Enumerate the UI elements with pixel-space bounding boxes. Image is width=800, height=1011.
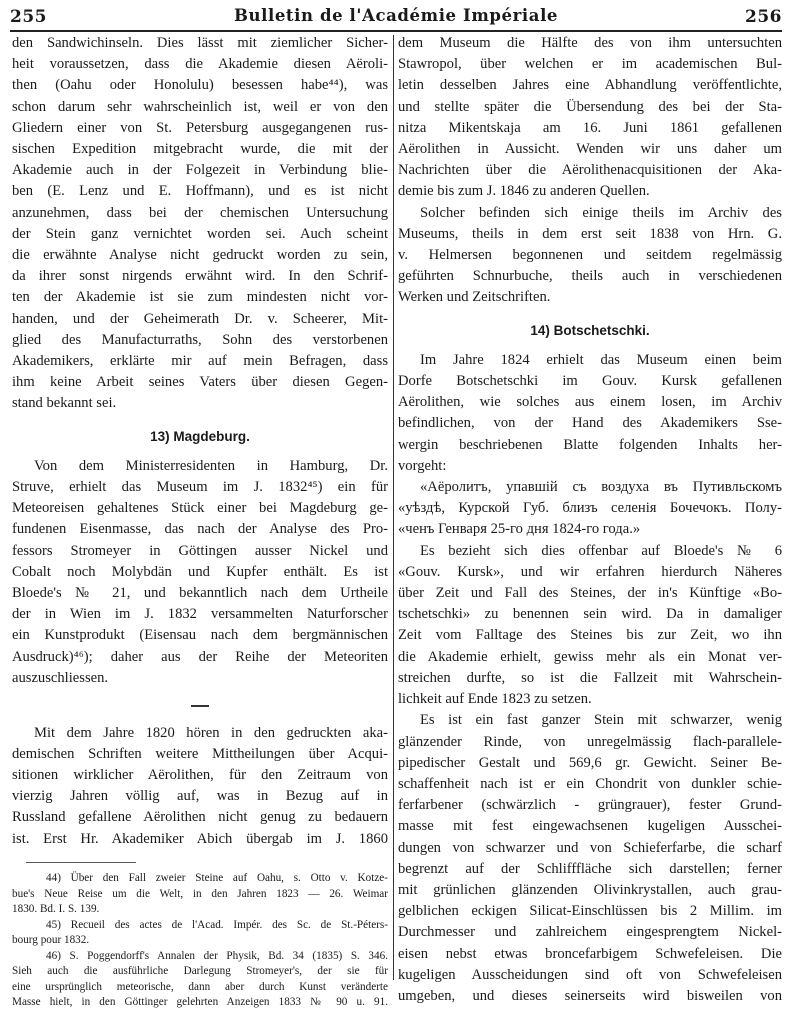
text-line: Es bezieht sich dies offenbar auf Bloede's № 6 [420,542,782,559]
right-column [398,33,782,1007]
text-line: begrenzt auf der Schlifffläche sich darstellen; ferner [398,860,782,877]
text-line: Mit dem Jahre 1820 hören in den gedruckten aka- [34,724,388,741]
text-line: Cobalt noch Molybdän und Kupfer enthält. Es ist [12,563,388,580]
text-line: eisen nebst etwas broncefarbigem Schwefeleisen. Die [398,945,782,962]
text-line: Russland gefallene Aërolithen nicht genug zu bedauern [12,809,388,826]
text-line: demie bis zum J. 1846 zu anderen Quellen. [398,183,650,200]
text-line: und stellte später die Übersendung des bei der Sta- [398,98,782,115]
text-line: heit voraussetzen, dass die Akademie diesen Aërolі- [12,56,388,73]
section-heading-magdeburg: 13) Magdeburg. [150,428,250,444]
text-line: pipedischer Gestalt und 569,6 gr. Gewicht. Seiner Be- [398,754,782,771]
text-line: Aërolithen in Aussicht. Wenden wir uns daher um [398,141,782,158]
page-number-right: 256 [745,7,782,27]
paragraph-sandwich-islands [12,33,388,415]
text-line: Gliedern einer von St. Petersburg ausgegangenen rus- [12,119,388,136]
text-line: die erwähnte Analyse nicht gedruckt worden zu sein, [12,247,388,264]
paragraph-abich-stawropol [398,33,782,203]
text-line: bourg pour 1832. [12,934,90,947]
footnote-rule [26,862,136,864]
text-line: mit grünlichen glänzenden Olivinkrystallen, auch grau- [398,881,782,898]
text-line: ihm keine Arbeit seines Vaters über diesen Gegen- [12,374,388,391]
text-line: Werken und Zeitschriften. [398,289,551,306]
footnote-46 [12,949,388,1011]
text-line: auszuschliessen. [12,669,109,686]
running-header [10,0,782,32]
text-line: fessors Stromeyer in Göttingen ausser Nickel und [12,542,388,559]
paragraph-magdeburg [12,456,388,689]
text-line: «Аёролитъ, упавшій съ воздуха въ Путивльскомъ [420,479,782,496]
text-line: stand bekannt sei. [12,395,117,412]
text-line: glänzender Rinde, von unregelmässig flach-parallele- [398,733,782,750]
text-line: letin desselben Jahres eine Abhandlung veröffentlichte, [398,77,782,94]
text-line: Museums, theils in dem erst seit 1838 von Hrn. G. [398,225,782,242]
text-line: lichkeit auf Ende 1823 zu setzen. [398,691,592,708]
text-line: glied des Manufacturraths, Sohn des verstorbenen [12,331,388,348]
text-line: ein Kunstprodukt (Eisensau nach dem bergmännischen [12,627,388,644]
text-line: 45) Recueil des actes de l'Acad. Impér. des Sc. de St.-Péters- [46,918,388,931]
russian-quote [398,477,782,541]
text-line: ist. Erst Hr. Akademiker Abich übergab im J. 1860 [12,830,388,847]
text-line: Masse hielt, in den Göttinger gelehrten Anzeigen 1833 № 90 u. 91. [12,996,388,1009]
paragraph-1820 [12,723,388,850]
text-line: dungen von schwarzer und von Schieferfarbe, die scharf [398,839,782,856]
text-line: bue's Neue Reise um die Welt, in den Jahren 1823 — 26. Weimar [12,887,388,900]
text-line: Nachrichten über die Aërolithenacquisitionen der Aka- [398,162,782,179]
text-line: then (Oahu oder Honolulu) besessen habe⁴⁴), was [12,77,388,94]
text-line: «уѣздѣ, Курской Губ. близъ селенія Бочечокъ. Полу- [398,500,782,517]
text-line: da ihrer sonst nirgends erwähnt wird. In den Schrif- [12,268,388,285]
text-line: Stawropol, über welchen er im academischen Bul- [398,56,782,73]
text-line: schaffenheit nach ist er ein Chondrit von dunkler schie- [398,775,782,792]
text-line: v. Helmersen begonnenen und seitdem regelmässig [398,247,782,264]
paragraph-bloede-6 [398,541,782,711]
text-line: Sieh auch die ausführliche Darlegung Stromeyer's, der sie für [12,965,388,978]
text-line: tschetschki» zu benennen sein wird. Da in damaliger [398,606,782,623]
text-line: anzunehmen, dass bei der chemischen Untersuchung [12,204,388,221]
text-line: schon darum sehr wahrscheinlich ist, weil er von den [12,98,388,115]
text-line: Es ist ein fast ganzer Stein mit schwarzer, wenig [420,712,782,729]
text-line: sischen Expedition mitgebracht wurde, die mit der [12,141,388,158]
text-line: 1830. Bd. I. S. 139. [12,903,100,916]
text-line: ten der Akademie ist sie zum mindesten nicht vor- [12,289,388,306]
text-line: Meteoreisen gehaltenes Stück einer bei Magdeburg ge- [12,500,388,517]
paragraph-archive-sources [398,203,782,309]
text-line: ferfarbener (schwärzlich - grüngrauer), fester Grund- [398,797,782,814]
text-line: Struve, erhielt das Museum im J. 1832⁴⁵) ein für [12,479,388,496]
text-line: dem Museum die Hälfte des von ihm untersuchten [398,35,782,51]
text-line: «Gouv. Kursk», und wir erfahren hierdurch Näheres [398,563,782,580]
column-divider [393,35,394,980]
text-line: umgeben, und dieses seinerseits wird bisweilen von [398,987,782,1004]
text-line: vorgeht: [398,457,447,474]
text-line: demischen Schriften weitere Mittheilungen über Acqui- [12,745,388,762]
text-line: Ausdruck)⁴⁶); daher aus der Reihe der Meteoriten [12,648,388,665]
section-heading-botschetschki: 14) Botschetschki. [530,322,650,338]
text-line: ben (E. Lenz und E. Hoffmann), und es ist nicht [12,183,388,200]
text-line: Aërolithen, wie solches aus einem losen, im Archiv [398,394,782,411]
text-line: wergin beschriebenen Blatte folgenden Inhalts her- [398,436,782,453]
text-line: 46) S. Poggendorff's Annalen der Physik, Bd. 34 (1835) S. 346. [46,949,388,962]
text-line: 44) Über den Fall zweier Steine auf Oahu, s. Otto v. Kotze- [46,872,388,885]
left-column [12,33,388,1011]
text-line: befindlichen, von der Hand des Akademikers Sse- [398,415,782,432]
text-line: eine ursprünglich meteorische, dann aber durch Kunst veränderte [12,980,388,993]
text-line: geführten Schnurbuche, theils auch in verschiedenen [398,268,782,285]
text-line: über Zeit und Fall des Steines, der in's Künftige «Bo- [398,585,782,602]
text-line: Im Jahre 1824 erhielt das Museum einen beim [420,351,782,368]
text-line: Solcher befinden sich einige theils im Archiv des [420,204,782,221]
text-line: Bloede's № 21, und bekanntlich nach dem Urtheile [12,585,388,602]
page-number-left: 255 [10,7,47,27]
text-line: Von dem Ministerresidenten in Hamburg, Dr. [34,457,388,474]
text-line: fundenen Eisenmasse, das nach der Analyse des Pro- [12,521,388,538]
text-line: gelblichen eckigen Silicat-Einschlüssen bis 2 Millim. im [398,903,782,920]
text-line: der in Wien im J. 1832 versammelten Naturforscher [12,606,388,623]
text-line: die Akademie erhielt, gewiss mehr als ein Monat ver- [398,648,782,665]
text-line: kugeligen Ausscheidungen sind oft von Schwefeleisen [398,966,782,983]
paragraph-botschetschki-1824 [398,350,782,477]
text-line: den Sandwichinseln. Dies lässt mit ziemlicher Sicher- [12,35,388,51]
text-line: nitza Mikentskaja am 16. Juni 1861 gefallenen [398,119,782,136]
text-line: Akademikers, erklärte mir auf mein Befragen, dass [12,353,388,370]
text-line: handen, und der Geheimerath Dr. v. Scheerer, Mit- [12,310,388,327]
text-line: vierzig Jahren völlig auf, was in Bezug auf in [12,788,388,805]
footnote-45 [12,918,388,949]
text-line: sitionen wirklicher Aërolithen, für den Zeitraum von [12,767,388,783]
running-title: Bulletin de l'Académie Impériale [233,6,559,25]
text-line: Dorfe Botschetschki im Gouv. Kursk gefallenen [398,373,782,390]
footnote-44 [12,871,388,918]
text-line: Akademie auch in der Folgezeit in Verbindung blie- [12,162,388,179]
section-separator [191,705,209,707]
text-line: Durchmesser und zahlreichem eingesprengtem Nickel- [398,924,782,941]
paragraph-stone-description [398,710,782,1007]
text-line: masse mit fest eingewachsenen kugeligen Ausschei- [398,818,782,835]
text-line: streichen durfte, so ist die Fallzeit mit Wahrschein- [398,669,782,686]
text-line: Zeit vom Falltage des Steines bis zur Zeit, wo ihn [398,627,782,644]
text-line: der Stein ganz vernichtet worden sei. Auch scheint [12,225,388,242]
text-line: «ченъ Генваря 25-го дня 1824-го года.» [398,521,641,538]
footnotes [12,871,388,1011]
